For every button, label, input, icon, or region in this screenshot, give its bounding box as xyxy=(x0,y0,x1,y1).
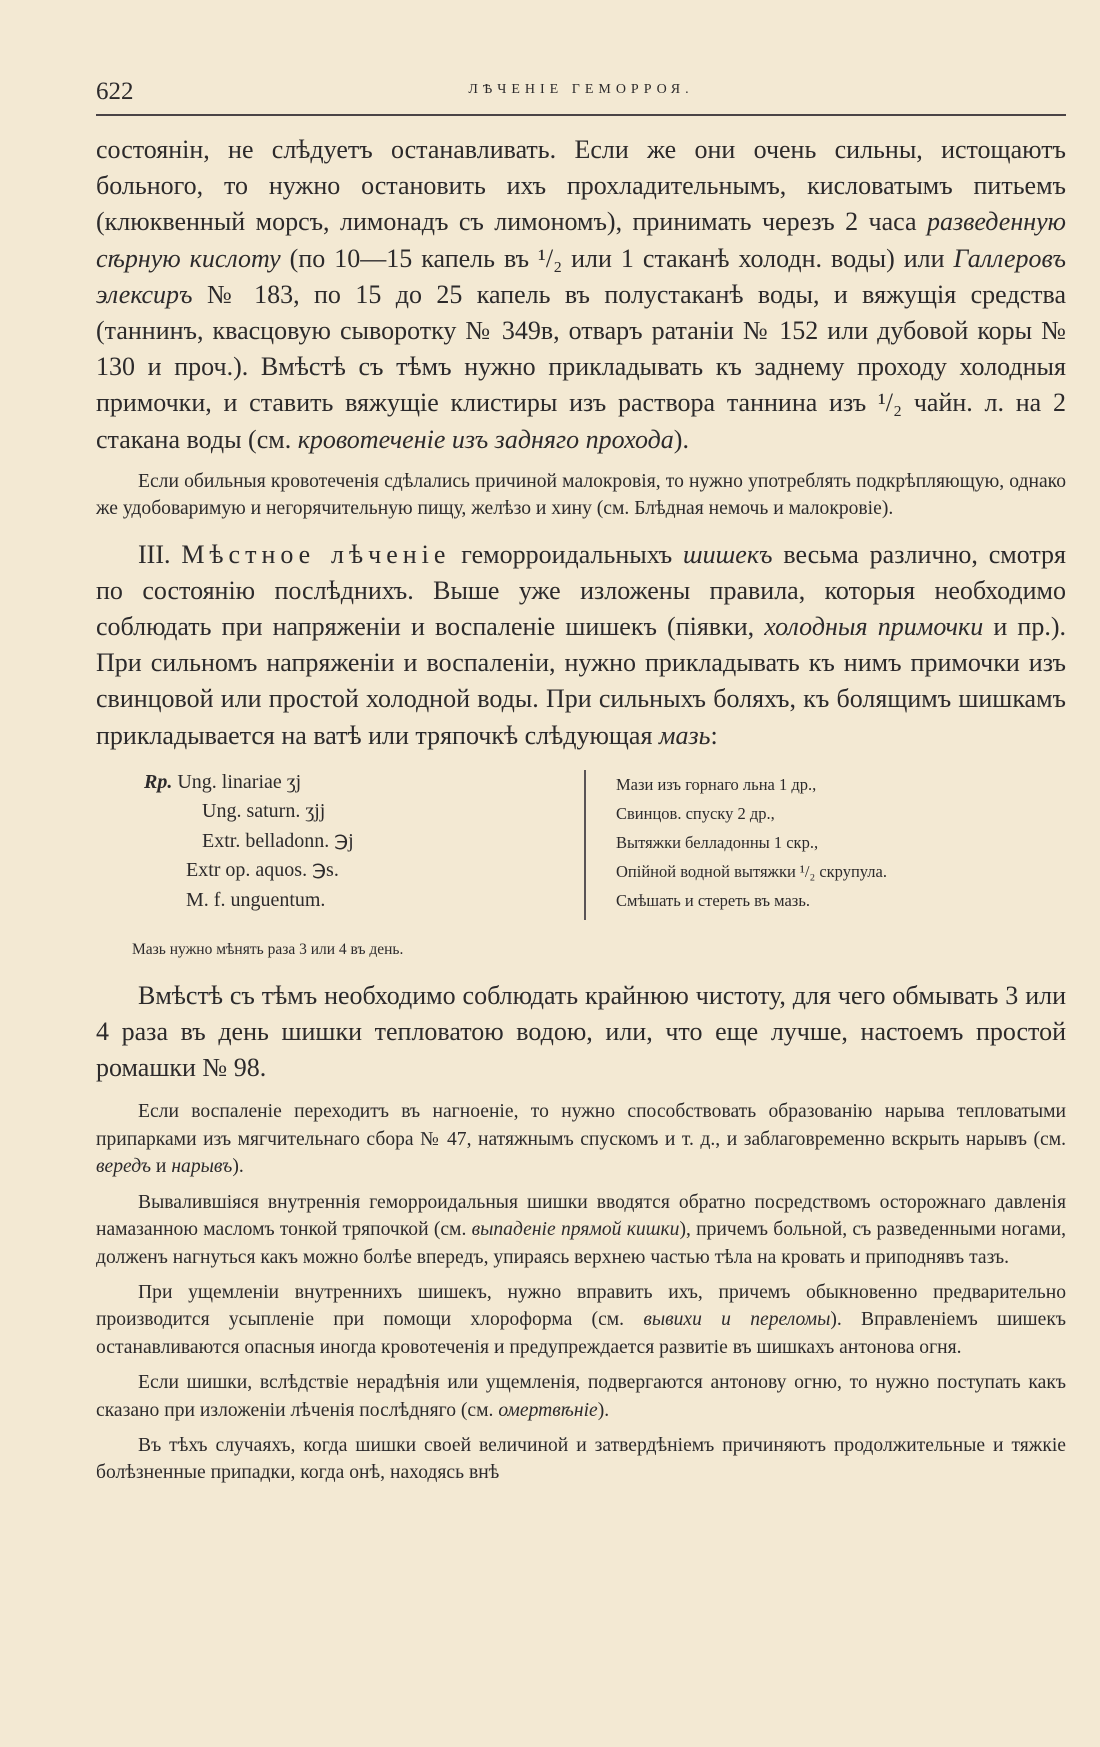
text-run: состоянін, не слѣдуетъ останавливать. Если же они очень сильны, истощаютъ больного, то нужно остановить ихъ прохладительнымъ, кисловатымъ питьемъ (клюквенный морсъ, лимонадъ съ лимономъ), принимать черезъ 2 часа xyxy=(96,135,1066,237)
text-run: ). xyxy=(232,1156,244,1178)
italic-term: мазь xyxy=(658,720,711,750)
recipe-line: Опійной водной вытяжки ¹/₂ скрупула. xyxy=(616,861,887,881)
paragraph-strangulation xyxy=(96,1279,1066,1361)
text-run: ). xyxy=(673,424,689,454)
recipe-line: Extr op. aquos. ℈s. xyxy=(186,859,339,882)
italic-term: кровотеченіе изъ задняго прохода xyxy=(297,424,674,454)
text-run: ). Вправленіемъ шишекъ останавливаются опасныя иногда кровотеченія и предупреждается развитіе въ шишкахъ антонова огня. xyxy=(96,1309,1066,1358)
italic-term: омертвѣніе xyxy=(498,1399,598,1421)
text-run: : xyxy=(710,720,718,750)
italic-term: вередъ xyxy=(96,1156,152,1178)
paragraph-bleeding-treatment xyxy=(96,132,1066,458)
italic-term: разведенную сѣрную кислоту xyxy=(96,207,1066,273)
italic-term: вывихи и переломы xyxy=(643,1309,831,1331)
text-run: и xyxy=(151,1156,172,1178)
recipe-ingredient: Ung. linariae ʒj xyxy=(177,770,302,793)
rx-symbol: Rp. xyxy=(144,770,173,793)
recipe-line: Ung. saturn. ʒjj xyxy=(202,800,326,823)
text-run: весьма различно, смотря по состоянію послѣднихъ. Выше уже изложены правила, которыя необходимо соблюдать при напряженіи и воспаленіе шишекъ (піявки, xyxy=(96,539,1066,642)
recipe-line: M. f. unguentum. xyxy=(186,888,326,911)
paragraph-prolapsed-knots xyxy=(96,1189,1066,1271)
italic-term: холодныя примочки xyxy=(764,612,984,642)
paragraph-suppuration xyxy=(96,1098,1066,1180)
paragraph-cleanliness: Вмѣстѣ съ тѣмъ необходимо соблюдать крайнюю чистоту, для чего обмывать 3 или 4 раза въ день шишки тепловатою водою, или, что еще лучше, настоемъ простой ромашки № 98. xyxy=(96,980,1066,1083)
italic-term: выпаденіе прямой кишки xyxy=(471,1219,680,1241)
recipe-divider xyxy=(584,770,586,920)
recipe-line: Свинцов. спуску 2 др., xyxy=(616,803,775,823)
text-run: При ущемленіи внутреннихъ шишекъ, нужно вправить ихъ, причемъ обыкновенно предварительно производится усыпленіе при помощи хлороформа (см. xyxy=(96,1281,1066,1331)
paragraph-continuation: Въ тѣхъ случаяхъ, когда шишки своей величиной и затвердѣніемъ причиняютъ продолжительные и тяжкіе болѣзненные припадки, когда онѣ, находясь внѣ xyxy=(96,1434,1066,1484)
recipe-line: Смѣшать и стереть въ мазь. xyxy=(616,890,810,910)
paragraph-local-treatment xyxy=(96,537,1066,754)
header-rule xyxy=(96,114,1066,116)
recipe-latin xyxy=(144,768,354,916)
text-run: геморроидальныхъ xyxy=(450,539,684,569)
text-run: III. xyxy=(138,539,182,569)
paragraph-gangrene xyxy=(96,1369,1066,1424)
text-run: ), причемъ больной, съ разведенными ногами, долженъ нагнуться какъ можно болѣе впередъ, упираясь верхнею частью тѣла на кровать и приподнявъ тазъ. xyxy=(96,1219,1066,1268)
recipe-block xyxy=(96,768,1066,938)
recipe-note: Мазь нужно мѣнять раза 3 или 4 въ день. xyxy=(132,940,404,958)
page-number: 622 xyxy=(96,78,134,105)
text-run: и пр.). При сильномъ напряженіи и воспаленіи, нужно прикладывать къ нимъ примочки изъ свинцовой или простой холодной воды. При сильныхъ боляхъ, къ болящимъ шишкамъ прикладывается на ватѣ или тряпочкѣ слѣдующая xyxy=(96,612,1066,750)
running-title: ЛѢЧЕНІЕ ГЕМОРРОЯ. xyxy=(468,82,694,97)
recipe-line xyxy=(144,768,354,798)
text-run: Вывалившіяся внутреннія геморроидальныя шишки вводятся обратно посредствомъ осторожнаго давленія намазанною масломъ тонкой тряпочкой (см. xyxy=(96,1191,1066,1241)
text-run: ). xyxy=(597,1399,610,1421)
italic-term: нарывъ xyxy=(171,1156,233,1178)
italic-term: Галлеровъ элексиръ xyxy=(96,243,1066,309)
recipe-line: Вытяжки белладонны 1 скр., xyxy=(616,832,819,852)
recipe-line: Extr. belladonn. ℈j xyxy=(202,829,354,852)
spaced-heading: Мѣстное лѣченіе xyxy=(181,539,451,569)
paragraph-anemia-note: Если обильныя кровотеченія сдѣлались причиной малокровія, то нужно употреблять подкрѣпляющую, однако же удобоваримую и негорячительную пищу, желѣзо и хину (см. Блѣдная немочь и малокровіе). xyxy=(96,470,1066,520)
italic-term: шишекъ xyxy=(683,539,773,569)
page-body xyxy=(96,132,1066,1487)
text-run: Если шишки, вслѣдствіе нерадѣнія или ущемленія, подвергаются антонову огню, то нужно поступать какъ сказано при изложеніи лѣченія послѣдняго (см. xyxy=(96,1372,1066,1421)
text-run: (по 10—15 капель въ ¹/₂ или 1 стаканѣ холодн. воды) или xyxy=(280,243,954,273)
text-run: Если воспаленіе переходитъ въ нагноеніе, то нужно способствовать образованію нарыва тепловатыми припарками изъ мягчительнаго сбора № 47, натяжнымъ спускомъ и т. д., и заблаговременно вскрыть нарывъ (см. xyxy=(96,1101,1066,1150)
recipe-line: Мази изъ горнаго льна 1 др., xyxy=(616,774,817,794)
page-header xyxy=(96,78,1066,114)
text-run: № 183, по 15 до 25 капель въ полустаканѣ воды, и вяжущія средства (таннинъ, квасцовую сыворотку № 349в, отваръ ратаніи № 152 или дубовой коры № 130 и проч.). Вмѣстѣ съ тѣмъ нужно прикладывать къ заднему проходу холодныя примочки, и ставить вяжущіе клистиры изъ раствора таннина изъ ¹/₂ чайн. л. на 2 стакана воды (см. xyxy=(96,279,1066,454)
recipe-russian xyxy=(616,770,887,915)
